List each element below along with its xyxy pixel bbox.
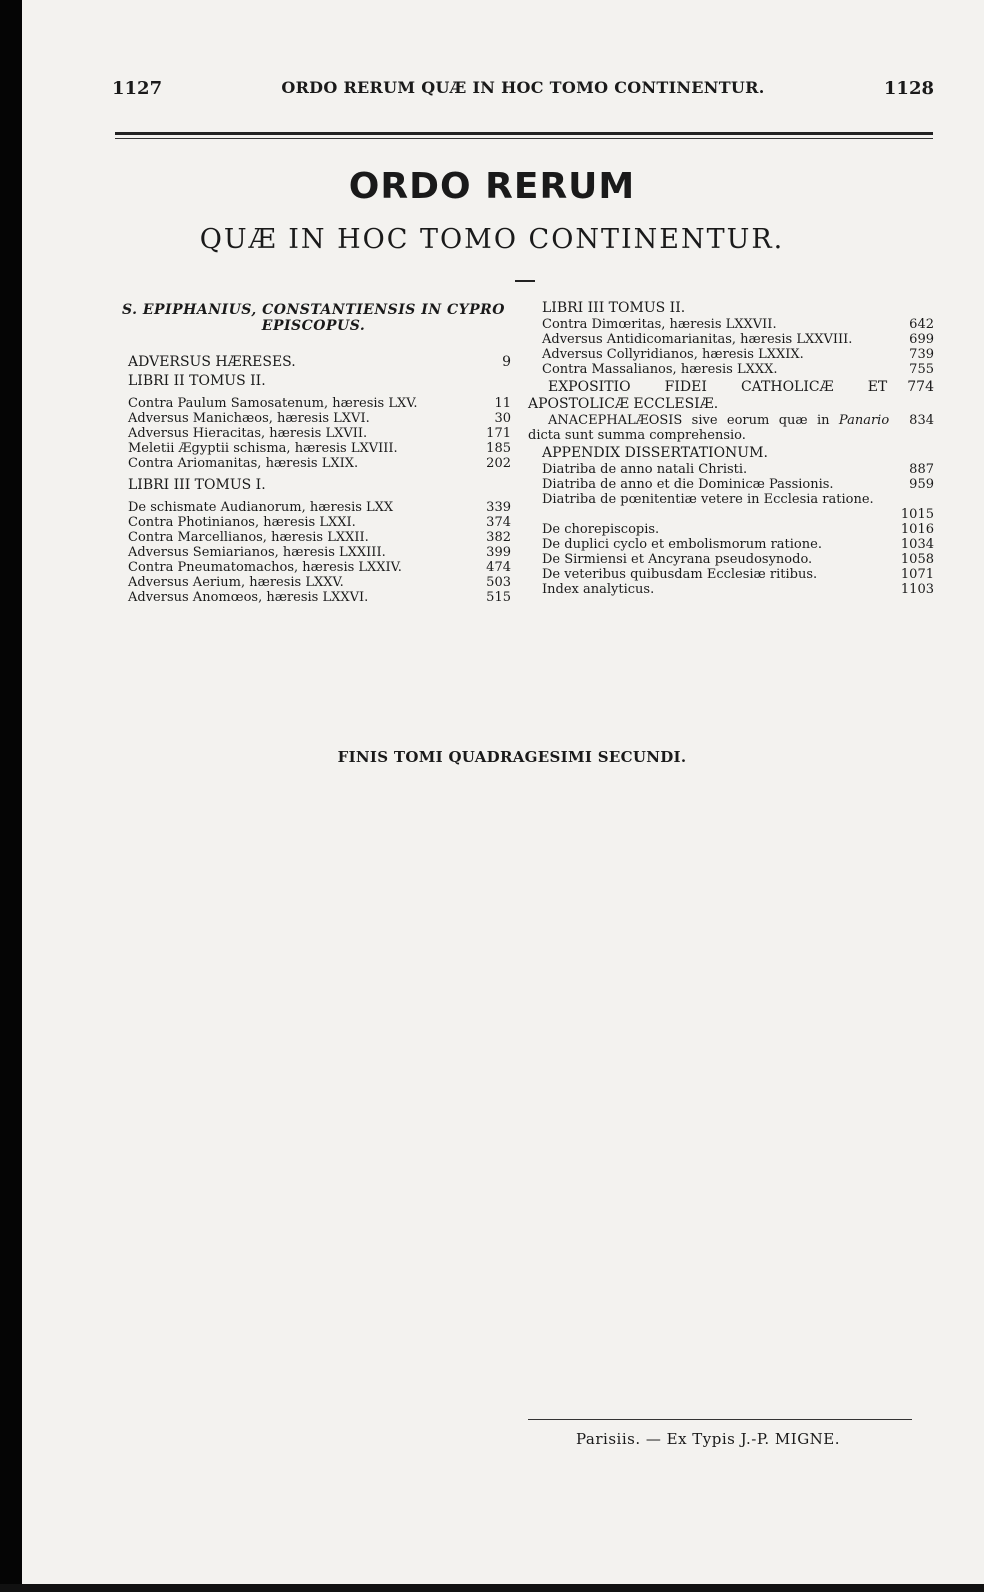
entry-text: De schismate Audianorum, hæresis LXX [128, 500, 394, 515]
entry-text: Adversus Semiarianos, hæresis LXXIII. [128, 545, 386, 560]
list-item [116, 530, 511, 545]
entry-text: Diatriba de pœnitentiæ vetere in Ecclesia ratione. [542, 492, 874, 507]
footer-rule [528, 1419, 912, 1420]
list-item [116, 575, 511, 590]
page-number: 399 [486, 545, 511, 560]
page-bottom-edge [0, 1584, 984, 1592]
list-item [116, 456, 511, 471]
entry-text: De Sirmiensi et Ancyrana pseudosynodo. [542, 552, 813, 567]
entry-text: Contra Marcellianos, hæresis LXXII. [128, 530, 369, 545]
page-subtitle: QUÆ IN HOC TOMO CONTINENTUR. [199, 224, 785, 255]
author-line-1: S. EPIPHANIUS, CONSTANTIENSIS IN CYPRO [122, 302, 505, 318]
entry-text: Diatriba de anno et die Dominicæ Passionis. [542, 477, 834, 492]
section-label: ADVERSUS HÆRESES. [128, 354, 296, 370]
list-item [116, 515, 511, 530]
list-item [536, 567, 934, 582]
section-libri2-tomus2: LIBRI II TOMUS II. [128, 373, 266, 389]
page-number: 30 [494, 411, 511, 426]
finis-line: FINIS TOMI QUADRAGESIMI SECUNDI. [337, 748, 687, 766]
entry-text: Index analyticus. [542, 582, 655, 597]
page-number: 185 [486, 441, 511, 456]
author-line-2: EPISCOPUS. [261, 318, 366, 334]
page-number: 503 [486, 575, 511, 590]
page-number: 339 [486, 500, 511, 515]
entry-text: De chorepiscopis. [542, 522, 660, 537]
entry-text: De duplici cyclo et embolismorum ratione. [542, 537, 822, 552]
page-number: 1071 [900, 567, 934, 582]
imprint: Parisiis. — Ex Typis J.-P. MIGNE. [576, 1430, 841, 1448]
entry-text: dicta sunt summa comprehensio. [528, 428, 746, 443]
header-rule-thin [115, 138, 933, 139]
page-number: 382 [486, 530, 511, 545]
list-item [116, 590, 511, 605]
page-number: 959 [909, 477, 934, 492]
entry-text: De veteribus quibusdam Ecclesiæ ritibus. [542, 567, 818, 582]
entry-text: ANACEPHALÆOSIS sive eorum quæ in [548, 413, 830, 428]
section-libri3-tomus1: LIBRI III TOMUS I. [128, 477, 266, 493]
list-item-expositio [522, 379, 934, 413]
page-number: 739 [909, 347, 934, 362]
page-number: 1015 [900, 507, 934, 522]
list-item [536, 362, 934, 377]
running-head [112, 78, 934, 108]
entry-text: Contra Photinianos, hæresis LXXI. [128, 515, 356, 530]
list-item [116, 500, 511, 515]
running-head-title: ORDO RERUM QUÆ IN HOC TOMO CONTINENTUR. [281, 78, 765, 97]
entry-text-italic: Panario [838, 413, 890, 428]
list-item [536, 317, 934, 332]
list-item [536, 347, 934, 362]
list-item-poenitentia [536, 492, 934, 522]
page-number: 474 [486, 560, 511, 575]
entry-text: Contra Paulum Samosatenum, hæresis LXV. [128, 396, 418, 411]
entry-text: Adversus Aerium, hæresis LXXV. [128, 575, 344, 590]
list-item [536, 552, 934, 567]
page-number: 755 [909, 362, 934, 377]
page-number: 374 [486, 515, 511, 530]
entry-text: Adversus Anomœos, hæresis LXXVI. [128, 590, 369, 605]
list-item [116, 545, 511, 560]
title-divider [515, 280, 535, 282]
right-column [528, 298, 934, 597]
page-number: 1103 [900, 582, 934, 597]
list-item [536, 522, 934, 537]
page-number: 699 [909, 332, 934, 347]
entry-text: Adversus Manichæos, hæresis LXVI. [128, 411, 370, 426]
page-number: 171 [486, 426, 511, 441]
right-page-number: 1128 [883, 78, 934, 99]
list-item [536, 537, 934, 552]
entry-text: Adversus Antidicomarianitas, hæresis LXXVIII. [542, 332, 853, 347]
page-number: 202 [486, 456, 511, 471]
entry-text: Contra Massalianos, hæresis LXXX. [542, 362, 778, 377]
entry-text: Contra Dimœritas, hæresis LXXVII. [542, 317, 777, 332]
entry-text: Adversus Collyridianos, hæresis LXXIX. [542, 347, 804, 362]
page-number: 642 [909, 317, 934, 332]
page-number: 11 [494, 396, 511, 411]
entry-text: Adversus Hieracitas, hæresis LXVII. [128, 426, 368, 441]
list-item [116, 396, 511, 411]
list-item [536, 462, 934, 477]
page-number: 1058 [900, 552, 934, 567]
entry-text: EXPOSITIO FIDEI CATHOLICÆ ET APOSTOLICÆ ECCLESIÆ. [528, 379, 888, 412]
list-item [116, 411, 511, 426]
entry-text: Contra Ariomanitas, hæresis LXIX. [128, 456, 359, 471]
list-item [536, 332, 934, 347]
list-item-anacephalaeosis [522, 413, 934, 443]
page-number: 515 [486, 590, 511, 605]
list-item [536, 582, 934, 597]
list-item [116, 441, 511, 456]
page-number: 9 [502, 354, 511, 370]
left-page-number: 1127 [112, 78, 163, 99]
list-item [536, 477, 934, 492]
list-item [116, 560, 511, 575]
entry-text: Meletii Ægyptii schisma, hæresis LXVIII. [128, 441, 398, 456]
page-number: 887 [909, 462, 934, 477]
header-rule [115, 132, 933, 135]
author-heading [116, 302, 511, 334]
page-number: 1034 [900, 537, 934, 552]
page-title: ORDO RERUM [348, 166, 636, 207]
entry-text: Diatriba de anno natali Christi. [542, 462, 748, 477]
page-number: 774 [907, 379, 934, 395]
section-adversus [116, 354, 511, 371]
page-number: 1016 [900, 522, 934, 537]
section-appendix: APPENDIX DISSERTATIONUM. [542, 445, 768, 461]
page-number: 834 [909, 413, 934, 428]
list-item [116, 426, 511, 441]
section-libri3-tomus2: LIBRI III TOMUS II. [542, 300, 686, 316]
left-column [116, 302, 511, 605]
entry-text: Contra Pneumatomachos, hæresis LXXIV. [128, 560, 402, 575]
